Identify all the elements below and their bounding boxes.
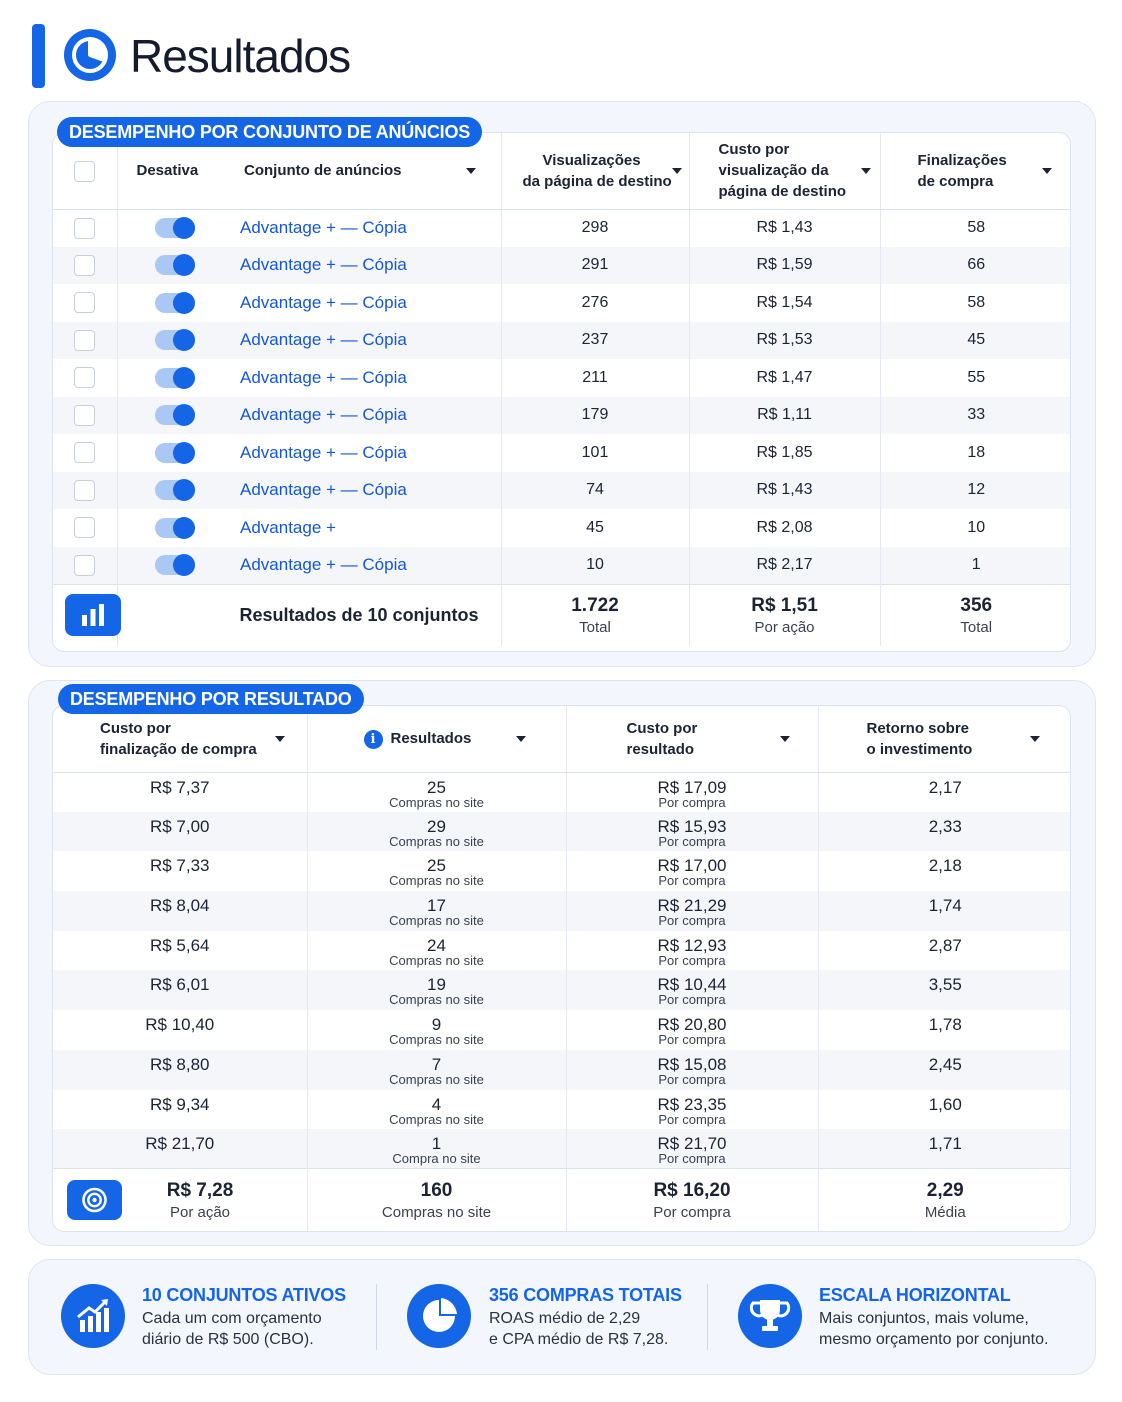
row-checkbox[interactable]	[74, 555, 95, 576]
finalizacoes-cell: 58	[967, 219, 986, 236]
header-roi-line1: Retorno sobre	[866, 719, 970, 737]
results-cell	[307, 931, 566, 971]
cost-view-cell: R$ 2,17	[689, 547, 880, 585]
sort-caret-icon[interactable]	[1030, 736, 1040, 742]
cpr-value: R$ 10,44	[657, 975, 727, 995]
results-value: 25	[427, 856, 446, 876]
cpf-cell	[53, 851, 307, 891]
row-checkbox[interactable]	[74, 480, 95, 501]
total-cost-view: R$ 1,51 Por ação	[689, 584, 880, 646]
cpf-value: R$ 9,34	[149, 1094, 210, 1114]
results-value: 29	[427, 816, 446, 836]
cpr-value: R$ 20,80	[657, 1015, 727, 1035]
cpf-value: R$ 6,01	[149, 975, 210, 995]
row-checkbox[interactable]	[74, 442, 95, 463]
table-row[interactable]	[53, 434, 1071, 472]
cpr-cell	[566, 891, 818, 931]
table-row[interactable]	[53, 547, 1071, 585]
cost-view-cell: R$ 1,53	[689, 322, 880, 360]
table-row[interactable]	[53, 472, 1071, 510]
table-row[interactable]	[53, 322, 1071, 360]
cpr-value: R$ 17,09	[657, 777, 727, 797]
cpf-value: R$ 8,04	[149, 896, 210, 916]
total-finalizacoes: 356 Total	[880, 584, 1071, 646]
row-select-cell	[53, 509, 117, 547]
section-tag-results: DESEMPENHO POR RESULTADO	[58, 684, 364, 714]
roi-value: 2,45	[928, 1054, 962, 1074]
cpf-value: R$ 7,33	[149, 856, 210, 876]
views-cell: 74	[501, 472, 689, 510]
active-toggle[interactable]	[155, 555, 195, 575]
active-toggle[interactable]	[155, 255, 195, 275]
results-sub: Compras no site	[389, 913, 484, 929]
finalizacoes-cell: 66	[880, 247, 1071, 285]
cpf-cell	[53, 1050, 307, 1090]
target-icon[interactable]	[67, 1180, 122, 1220]
finalizacoes-cell: 58	[967, 293, 986, 311]
sort-caret-icon[interactable]	[780, 736, 790, 742]
column-header-cpr[interactable]	[566, 706, 818, 772]
roi-cell	[818, 891, 1071, 931]
header-roi-line2: o investimento	[866, 740, 973, 758]
ad-set-name-link[interactable]: Advantage + — Cópia	[232, 397, 501, 435]
finalizacoes-cell: 12	[880, 472, 1071, 510]
row-checkbox[interactable]	[74, 330, 95, 351]
cost-view-cell: R$ 1,11	[689, 397, 880, 435]
ad-set-name-link[interactable]: Advantage + — Cópia	[232, 434, 501, 472]
results-cell	[307, 1010, 566, 1050]
cost-view-cell: R$ 1,85	[689, 434, 880, 472]
sort-caret-icon[interactable]	[1042, 168, 1052, 174]
finalizacoes-cell: 55	[967, 368, 986, 386]
results-cell	[307, 1090, 566, 1130]
table-row	[53, 931, 1071, 971]
views-cell: 237	[501, 322, 689, 360]
results-value: 24	[427, 935, 446, 955]
row-toggle-cell	[117, 359, 232, 397]
table-row[interactable]	[53, 359, 1071, 397]
totals-label: Resultados de 10 conjuntos	[117, 584, 501, 646]
sort-caret-icon[interactable]	[516, 736, 526, 742]
pie-chart-icon	[63, 28, 117, 82]
section-tag-ad-sets: DESEMPENHO POR CONJUNTO DE ANÚNCIOS	[57, 117, 482, 147]
cpr-cell	[566, 851, 818, 891]
row-toggle-cell	[117, 547, 232, 585]
ad-set-name-link[interactable]: Advantage + — Cópia	[232, 247, 501, 285]
ad-set-name-link[interactable]: Advantage + — Cópia	[232, 547, 501, 585]
roi-cell	[818, 1010, 1071, 1050]
cpr-value: R$ 21,70	[657, 1134, 727, 1154]
column-header-finalizacoes[interactable]	[880, 133, 1071, 209]
ad-set-name-link[interactable]: Advantage + — Cópia	[232, 472, 501, 510]
summary-title-compras: 356 COMPRAS TOTAIS	[489, 1285, 682, 1305]
ad-set-name-link[interactable]: Advantage + — Cópia	[232, 322, 501, 360]
views-cell: 10	[501, 547, 689, 585]
row-toggle-cell	[117, 247, 232, 285]
row-select-cell	[53, 397, 117, 435]
total-cpr: R$ 16,20 Por compra	[566, 1169, 818, 1231]
results-cell	[307, 812, 566, 852]
active-toggle[interactable]	[155, 405, 195, 425]
table-row	[53, 1129, 1071, 1169]
finalizacoes-cell: 45	[880, 322, 1071, 360]
results-value: 25	[427, 777, 446, 797]
cpf-value: R$ 10,40	[145, 1015, 215, 1035]
summary-text-escala: Mais conjuntos, mais volume, mesmo orçamento por conjunto.	[819, 1310, 1049, 1348]
header-cost-line3: página de destino	[718, 183, 847, 201]
ad-set-name-link[interactable]: Advantage + — Cópia	[232, 284, 501, 322]
select-all-checkbox[interactable]	[74, 161, 95, 182]
row-checkbox[interactable]	[74, 255, 95, 276]
roi-value: 1,78	[928, 1015, 962, 1035]
row-toggle-cell	[117, 397, 232, 435]
cpf-value: R$ 7,37	[149, 777, 210, 797]
table-row	[53, 891, 1071, 931]
results-sub: Compras no site	[389, 1032, 484, 1048]
cpr-sub: Por compra	[658, 794, 726, 810]
results-value: 17	[427, 896, 446, 916]
finalizacoes-cell: 18	[967, 443, 986, 461]
sort-caret-icon[interactable]	[861, 168, 871, 174]
results-value: 19	[427, 975, 446, 995]
views-cell: 179	[501, 397, 689, 435]
cpr-cell	[566, 812, 818, 852]
cost-view-cell: R$ 1,47	[689, 359, 880, 397]
results-cell	[307, 772, 566, 812]
table-row	[53, 970, 1071, 1010]
results-value: 1	[431, 1134, 442, 1154]
total-roi: 2,29 Média	[818, 1169, 1071, 1231]
results-sub: Compras no site	[389, 794, 484, 810]
table-row	[53, 1010, 1071, 1050]
cost-view-cell: R$ 2,08	[689, 509, 880, 547]
sort-caret-icon[interactable]	[672, 168, 682, 174]
cost-view-cell: R$ 1,59	[689, 247, 880, 285]
cpf-value: R$ 5,64	[149, 935, 210, 955]
column-header-cost-view[interactable]	[689, 133, 880, 209]
cost-view-cell: R$ 1,43	[689, 472, 880, 510]
results-cell	[307, 891, 566, 931]
roi-value: 2,33	[928, 816, 962, 836]
roi-value: 2,18	[928, 856, 962, 876]
ad-set-name-link[interactable]: Advantage + — Cópia	[232, 359, 501, 397]
total-views: 1.722 Total	[501, 584, 689, 646]
header-cost-line1: Custo por	[718, 141, 790, 159]
active-toggle[interactable]	[155, 518, 195, 538]
cpr-cell	[566, 1090, 818, 1130]
summary-item-compras	[377, 1260, 707, 1376]
summary-strip	[28, 1259, 1096, 1375]
row-checkbox[interactable]	[74, 405, 95, 426]
total-cpf: R$ 7,28 Por ação	[53, 1169, 307, 1231]
roi-value: 1,74	[928, 896, 962, 916]
roi-value: 1,71	[928, 1134, 962, 1154]
header-cpr-line1: Custo por	[626, 719, 698, 737]
cpf-cell	[53, 1129, 307, 1169]
cpr-sub: Por compra	[658, 1111, 726, 1127]
results-sub: Compras no site	[389, 873, 484, 889]
bar-chart-icon[interactable]	[65, 594, 121, 636]
cpr-sub: Por compra	[658, 992, 726, 1008]
ad-set-name-link[interactable]: Advantage + — Cópia	[232, 209, 501, 247]
summary-title-conjuntos: 10 CONJUNTOS ATIVOS	[142, 1285, 346, 1305]
table-row[interactable]	[53, 247, 1071, 285]
roi-cell	[818, 772, 1071, 812]
active-toggle[interactable]	[155, 330, 195, 350]
cpf-cell	[53, 970, 307, 1010]
results-sub: Compras no site	[389, 1111, 484, 1127]
summary-item-escala	[708, 1260, 1096, 1376]
results-value: 4	[431, 1094, 442, 1114]
views-cell: 101	[501, 434, 689, 472]
row-toggle-cell	[117, 509, 232, 547]
results-cell	[307, 851, 566, 891]
column-header-results[interactable]	[307, 706, 566, 772]
finalizacoes-cell: 10	[967, 518, 986, 536]
table-row	[53, 1050, 1071, 1090]
column-header-views[interactable]	[501, 133, 689, 209]
cpf-cell	[53, 891, 307, 931]
row-toggle-cell	[117, 322, 232, 360]
results-cell	[307, 1129, 566, 1169]
cpr-cell	[566, 1010, 818, 1050]
roi-cell	[818, 812, 1071, 852]
row-checkbox[interactable]	[74, 367, 95, 388]
cpf-cell	[53, 812, 307, 852]
header-accent-bar	[32, 24, 45, 88]
column-header-cpf[interactable]	[53, 706, 307, 772]
summary-text-conjuntos: Cada um com orçamento diário de R$ 500 (CBO).	[142, 1310, 322, 1348]
table-row[interactable]	[53, 284, 1071, 322]
finalizacoes-cell: 1	[880, 547, 1071, 585]
roi-value: 2,87	[928, 935, 962, 955]
cpf-value: R$ 21,70	[145, 1134, 215, 1154]
cpr-cell	[566, 772, 818, 812]
views-cell: 211	[501, 359, 689, 397]
views-cell: 298	[501, 209, 689, 247]
header-cpr-line2: resultado	[626, 740, 695, 758]
cpr-sub: Por compra	[658, 873, 726, 889]
views-cell: 45	[501, 509, 689, 547]
roi-cell	[818, 851, 1071, 891]
column-header-desativa[interactable]: Desativa	[117, 133, 232, 209]
page-title: Resultados	[130, 30, 351, 82]
row-checkbox[interactable]	[74, 517, 95, 538]
header-cpf-line2: finalização de compra	[100, 740, 257, 758]
cpr-sub: Por compra	[658, 952, 726, 968]
total-results: 160 Compras no site	[307, 1169, 566, 1231]
active-toggle[interactable]	[155, 443, 195, 463]
cpr-sub: Por compra	[658, 1032, 726, 1048]
column-header-roi[interactable]	[818, 706, 1071, 772]
cpr-sub: Por compra	[658, 833, 726, 849]
roi-cell	[818, 1090, 1071, 1130]
cost-view-cell: R$ 1,54	[689, 284, 880, 322]
totals-icon-cell	[53, 584, 117, 646]
roi-value: 1,60	[928, 1094, 962, 1114]
cost-view-cell: R$ 1,43	[689, 209, 880, 247]
table-row[interactable]	[53, 509, 1071, 547]
row-select-cell	[53, 322, 117, 360]
sort-caret-icon[interactable]	[275, 736, 285, 742]
table-row	[53, 1090, 1071, 1130]
active-toggle[interactable]	[155, 293, 195, 313]
summary-text-compras: ROAS médio de 2,29 e CPA médio de R$ 7,28.	[489, 1310, 669, 1348]
table-row[interactable]	[53, 209, 1071, 247]
header-final-line2: de compra	[917, 172, 994, 190]
header-cpf-line1: Custo por	[100, 719, 171, 737]
growth-chart-icon	[61, 1284, 125, 1348]
table-row	[53, 851, 1071, 891]
sort-caret-icon[interactable]	[466, 168, 476, 174]
cpr-value: R$ 23,35	[657, 1094, 727, 1114]
pie-chart-icon	[407, 1284, 471, 1348]
row-toggle-cell	[117, 434, 232, 472]
ad-set-table	[52, 132, 1071, 652]
finalizacoes-cell: 33	[880, 397, 1071, 435]
roi-value: 2,17	[928, 777, 962, 797]
summary-title-escala: ESCALA HORIZONTAL	[819, 1285, 1011, 1305]
active-toggle[interactable]	[155, 480, 195, 500]
cpr-value: R$ 17,00	[657, 856, 727, 876]
cpf-cell	[53, 931, 307, 971]
summary-item-conjuntos	[29, 1260, 377, 1376]
header-final-line1: Finalizações	[917, 151, 1007, 169]
row-select-cell	[53, 247, 117, 285]
roi-cell	[818, 970, 1071, 1010]
results-sub: Compras no site	[389, 1071, 484, 1087]
cpr-cell	[566, 1129, 818, 1169]
row-checkbox[interactable]	[74, 218, 95, 239]
cpr-cell	[566, 931, 818, 971]
results-sub: Compras no site	[389, 992, 484, 1008]
row-select-cell	[53, 547, 117, 585]
row-toggle-cell	[117, 284, 232, 322]
views-cell: 276	[501, 284, 689, 322]
cpf-value: R$ 8,80	[149, 1054, 210, 1074]
cpr-cell	[566, 1050, 818, 1090]
result-table	[52, 705, 1071, 1232]
row-toggle-cell	[117, 209, 232, 247]
ad-set-name-link[interactable]: Advantage +	[232, 509, 501, 547]
results-cell	[307, 1050, 566, 1090]
active-toggle[interactable]	[155, 218, 195, 238]
row-select-cell	[53, 284, 117, 322]
row-select-cell	[53, 472, 117, 510]
row-toggle-cell	[117, 472, 232, 510]
table-row[interactable]	[53, 397, 1071, 435]
views-cell: 291	[501, 247, 689, 285]
results-value: 7	[431, 1054, 442, 1074]
trophy-icon	[738, 1284, 802, 1348]
row-select-cell	[53, 359, 117, 397]
roi-cell	[818, 1050, 1071, 1090]
table-row	[53, 812, 1071, 852]
roi-cell	[818, 931, 1071, 971]
results-cell	[307, 970, 566, 1010]
header-results-label: Resultados	[390, 730, 472, 748]
header-views-line2: da página de destino	[522, 172, 672, 190]
roi-cell	[818, 1129, 1071, 1169]
cpr-value: R$ 15,08	[657, 1054, 727, 1074]
cpf-cell	[53, 772, 307, 812]
results-sub: Compra no site	[392, 1151, 481, 1167]
row-select-cell	[53, 434, 117, 472]
column-header-conjunto-label: Conjunto de anúncios	[244, 162, 402, 180]
cpr-value: R$ 15,93	[657, 816, 727, 836]
cpr-value: R$ 12,93	[657, 935, 727, 955]
cpr-sub: Por compra	[658, 1071, 726, 1087]
cpr-sub: Por compra	[658, 1151, 726, 1167]
cpf-cell	[53, 1090, 307, 1130]
cpf-cell	[53, 1010, 307, 1050]
header-views-line1: Visualizações	[542, 151, 641, 169]
header-cost-line2: visualização da	[718, 162, 829, 180]
results-sub: Compras no site	[389, 833, 484, 849]
results-value: 9	[431, 1015, 442, 1035]
results-sub: Compras no site	[389, 952, 484, 968]
cpr-sub: Por compra	[658, 913, 726, 929]
row-select-cell	[53, 209, 117, 247]
info-icon[interactable]: i	[364, 730, 383, 749]
cpr-value: R$ 21,29	[657, 896, 727, 916]
cpr-cell	[566, 970, 818, 1010]
active-toggle[interactable]	[155, 368, 195, 388]
roi-value: 3,55	[928, 975, 962, 995]
table-row	[53, 772, 1071, 812]
row-checkbox[interactable]	[74, 292, 95, 313]
cpf-value: R$ 7,00	[149, 816, 210, 836]
